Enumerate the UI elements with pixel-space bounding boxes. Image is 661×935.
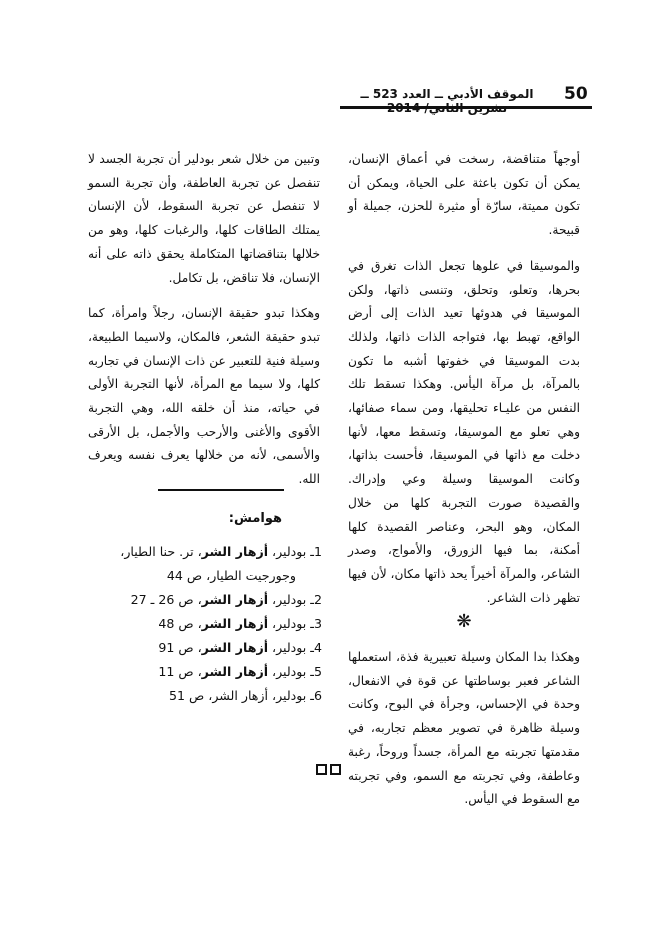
footnote-ref: ، ص 91: [158, 640, 202, 655]
paragraph: وهكذا بدا المكان وسيلة تعبيرية فذة، استعملها الشاعر فعبر بوساطتها عن قوة في الانفعال، وحدة في الإحساس، وجرأة في البوح، وكانت وسيلة ظاهرة في تصوير معظم تجاربه، في مقدمتها تجربته مع المرأة، جسداً وروحاً، رغبة وعاطفة، وفي تجربته مع السمو، وفي تجربته مع السقوط في اليأس.: [348, 650, 580, 807]
footnote-continuation: وجورجيت الطيار، ص 44: [166, 568, 296, 583]
footnote-ref: ، تر. حنا الطيار،: [120, 544, 202, 559]
footnote-author: 3ـ بودلير،: [268, 616, 322, 631]
footnote-book-title: أزهار الشر: [201, 640, 269, 655]
header-rule: [340, 106, 592, 109]
footnote-item: [90, 636, 322, 660]
footnote-ref: ، ص 48: [158, 616, 202, 631]
notes-title: هوامش:: [228, 511, 282, 526]
footnote-item: [90, 588, 322, 612]
section-break-ornament: ❋: [456, 611, 472, 633]
footnote-author: 1ـ بودلير،: [268, 544, 322, 559]
paragraph: أوجهاً متناقضة، رسخت في أعماق الإنسان، يمكن أن تكون باعثة على الحياة، ويمكن أن تكون مميتة، سارّة أو مثيرة للحزن، جميلة أو قبيحة.: [348, 152, 580, 238]
running-head: الموقف الأدبي ــ العدد 523 ــ: [360, 87, 534, 101]
footnote-item: 6ـ بودلير، أزهار الشر، ص 51: [169, 688, 322, 703]
footnote-item: [90, 612, 322, 636]
paragraph: والموسيقا في علوها تجعل الذات تغرق في بحرها، وتعلو، وتحلق، وتنسى ذاتها، ولكن الموسيقا في هدوئها تعيد الذات إلى أرض الواقع، تهبط بها، فتواجه الذات ذاتها، ولذلك بدت الموسيقا في خفوتها أشبه ما تكون بالمرآة، بل مرآة اليأس. وهكذا تسقط تلك النفس من عليـاء تحليقها، ومن سماء صفائها، وهي تعلو مع الموسيقا، وتسقط معها، لأنها دخلت مع ذاتها في الموسيقا، فأحست بذاتها، وكانت الموسيقا وسيلة وعي وإدراك. والقصيدة صورت التجربة كلها من خلال المكان، وهو البحر، وعناصر القصيدة كلها أمكنة، بما فيها الزورق، والأمواج، وصدر الشاعر، والمرآة أخيراً يحد ذاتها مكان، لأن فيها تظهر ذات الشاعر.: [348, 258, 580, 605]
footnotes-list: [90, 540, 322, 708]
footnote-book-title: أزهار الشر: [201, 544, 269, 559]
footnote-book-title: أزهار الشر: [201, 592, 269, 607]
footnote-ref: ، ص 11: [158, 664, 202, 679]
footnote-ref: ، ص 26 ـ 27: [130, 592, 202, 607]
footnote-author: 5ـ بودلير،: [268, 664, 322, 679]
square-icon: [330, 764, 341, 775]
page-number: 50: [564, 84, 588, 104]
footnote-author: 2ـ بودلير،: [268, 592, 322, 607]
footnote-separator: [158, 489, 284, 491]
footnote-book-title: أزهار الشر: [201, 616, 269, 631]
footnote-author: 4ـ بودلير،: [268, 640, 322, 655]
square-icon: [316, 764, 327, 775]
paragraph: وتبين من خلال شعر بودلير أن تجربة الجسد لا تنفصل عن تجربة العاطفة، وأن تجربة السمو لا تنفصل عن تجربة السقوط، لأن الإنسان يمتلك الطاقات كلها، والرغبات كلها، وهو من خلالها بتناقضاتها المتكاملة يحقق ذاته على أنه الإنسان، فلا تناقض، بل تكامل.: [88, 152, 320, 285]
left-column: [88, 148, 320, 492]
right-column: [348, 148, 580, 812]
footnote-item: [90, 660, 322, 684]
end-of-article-icon: [316, 764, 342, 775]
footnote-item: [90, 540, 322, 564]
footnote-book-title: أزهار الشر: [201, 664, 269, 679]
paragraph: وهكذا تبدو حقيقة الإنسان، رجلاً وامرأة، كما تبدو حقيقة الشعر، فالمكان، ولاسيما الطبيعة، وسيلة فنية للتعبير عن ذات الإنسان في تجاربه كلها، ولا سيما مع المرأة، لأنها التجربة الأولى في حياته، منذ أن خلقه الله، وهي التجربة الأقوى والأغنى والأرحب والأجمل، بل الأرقى والأسمى، لأنه من خلالها يعرف نفسه ويعرف الله.: [88, 306, 320, 487]
